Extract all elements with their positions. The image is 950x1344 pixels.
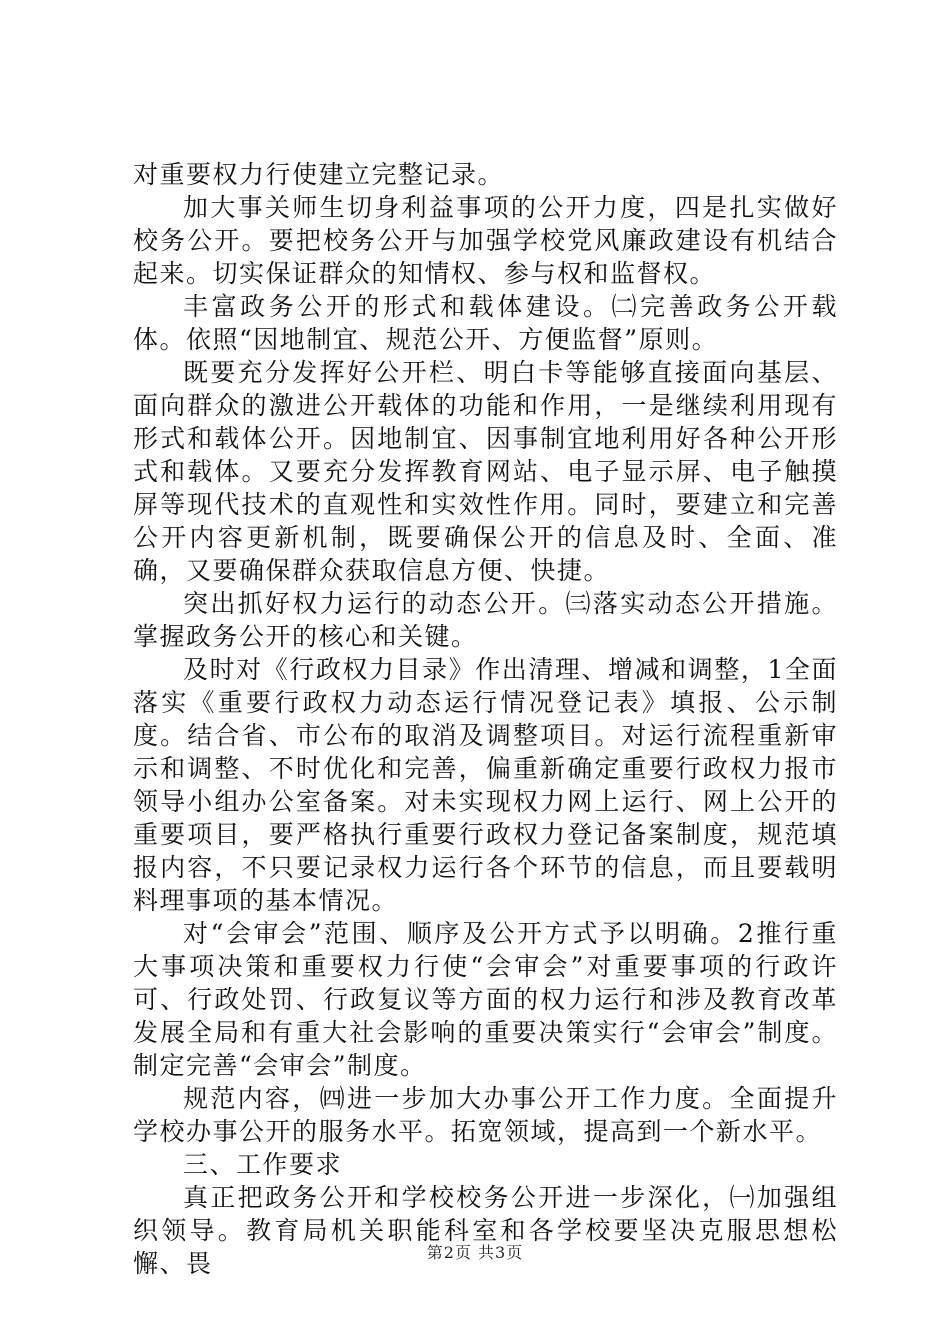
paragraph-7: 对“会审会”范围、顺序及公开方式予以明确。2推行重大事项决策和重要权力行使“会审会”对重要事项的行政许可、行政处罚、行政复议等方面的权力运行和涉及教育改革发展全局和有重大社会影响的重要决策实行“会审会”制度。制定完善“会审会”制度。 xyxy=(133,919,838,1080)
paragraph-6: 及时对《行政权力目录》作出清理、增减和调整，1全面落实《重要行政权力动态运行情况登记表》填报、公示制度。结合省、市公布的取消及调整项目。对运行流程重新审示和调整、不时优化和完善，偏重新确定重要行政权力报市领导小组办公室备案。对未实现权力网上运行、网上公开的重要项目，要严格执行重要行政权力登记备案制度，规范填报内容，不只要记录权力运行各个环节的信息，而且要载明料理事项的基本情况。 xyxy=(133,655,838,915)
paragraph-2: 加大事关师生切身利益事项的公开力度，四是扎实做好校务公开。要把校务公开与加强学校党风廉政建设有机结合起来。切实保证群众的知情权、参与权和监督权。 xyxy=(133,193,838,288)
paragraph-8: 规范内容，㈣进一步加大办事公开工作力度。全面提升学校办事公开的服务水平。拓宽领域，提高到一个新水平。 xyxy=(133,1084,838,1146)
paragraph-3: 丰富政务公开的形式和载体建设。㈡完善政务公开载体。依照“因地制宜、规范公开、方便监督”原则。 xyxy=(133,292,838,354)
page-number: 第2页 共3页 xyxy=(426,1243,524,1262)
paragraph-4: 既要充分发挥好公开栏、明白卡等能够直接面向基层、面向群众的激进公开载体的功能和作用，一是继续利用现有形式和载体公开。因地制宜、因事制宜地利用好各种公开形式和载体。又要充分发挥教育网站、电子显示屏、电子触摸屏等现代技术的直观性和实效性作用。同时，要建立和完善公开内容更新机制，既要确保公开的信息及时、全面、准确，又要确保群众获取信息方便、快捷。 xyxy=(133,358,838,585)
paragraph-5: 突出抓好权力运行的动态公开。㈢落实动态公开措施。掌握政务公开的核心和关键。 xyxy=(133,589,838,651)
paragraph-9: 真正把政务公开和学校校务公开进一步深化，㈠加强组织领导。教育局机关职能科室和各学校要坚决克服思想松懈、畏 xyxy=(133,1183,838,1278)
paragraph-1: 对重要权力行使建立完整记录。 xyxy=(133,160,505,189)
document-body xyxy=(133,158,838,1280)
section-heading: 三、工作要求 xyxy=(183,1150,343,1179)
